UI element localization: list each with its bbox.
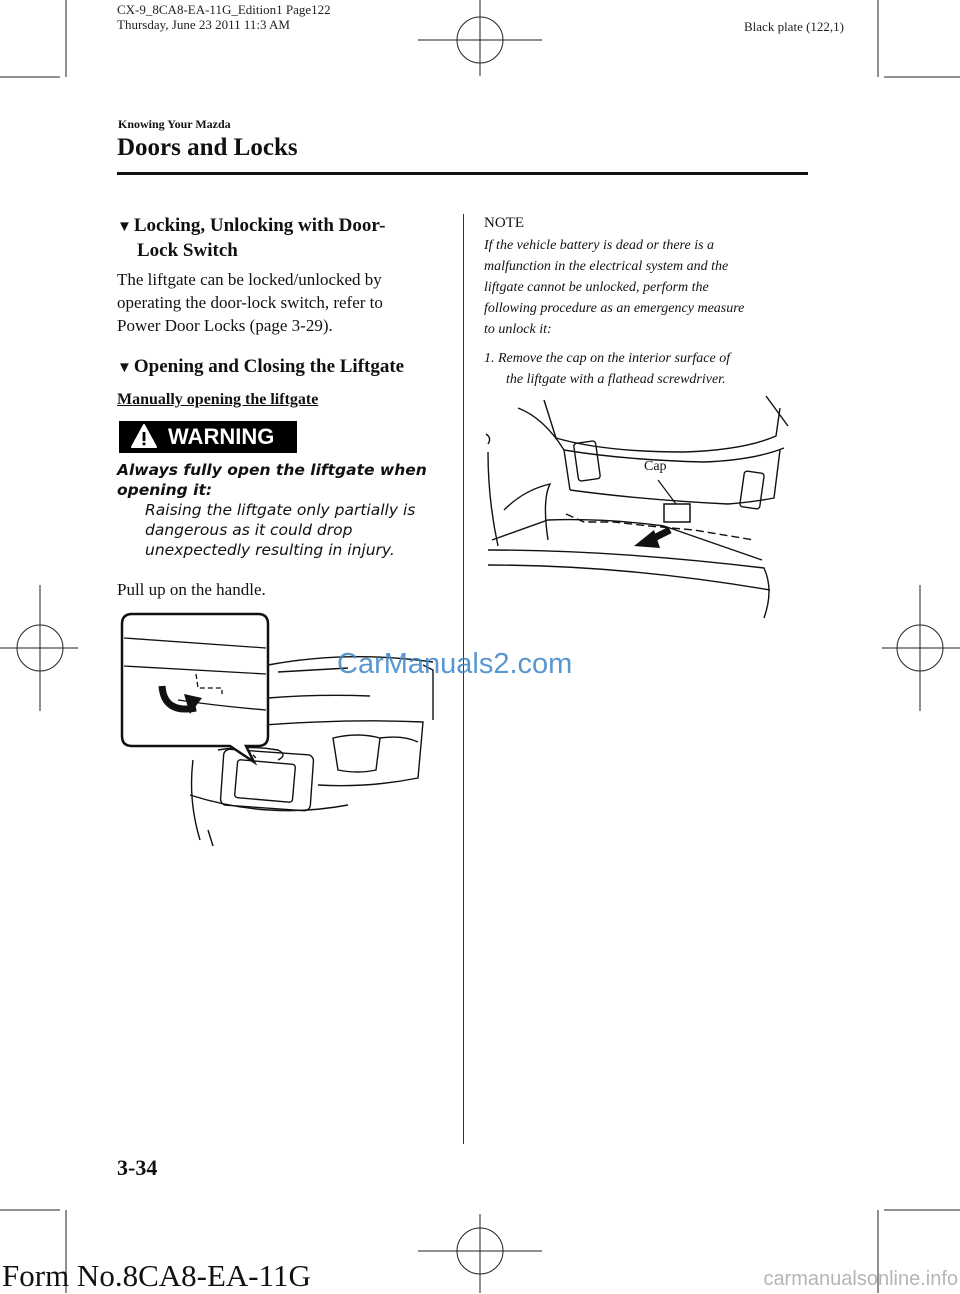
paragraph-lock-switch [117,268,383,337]
liftgate-handle-illustration [118,610,438,850]
watermark: CarManuals2.com [337,648,573,680]
note-line: following procedure as an emergency measure [484,301,745,316]
warning-detail-line: unexpectedly resulting in injury. [145,541,395,559]
source-footer: carmanualsonline.info [763,1268,958,1290]
warning-lead-line: Always fully open the liftgate when [117,461,427,479]
title-rule [117,172,808,175]
plate-info: Black plate (122,1) [744,19,844,34]
warning-detail-line: dangerous as it could drop [145,521,353,539]
triangle-bullet-icon: ▼ [117,360,132,376]
subheading-manual-open: Manually opening the liftgate [117,391,319,408]
note-body [484,235,744,340]
warning-badge [119,421,297,453]
section-label: Knowing Your Mazda [118,117,231,131]
liftgate-cap-illustration [484,390,804,650]
heading-line1: Locking, Unlocking with Door- [133,215,386,236]
cap-icon [664,504,690,522]
note-line: liftgate cannot be unlocked, perform the [484,280,709,295]
page-title: Doors and Locks [117,134,298,161]
triangle-bullet-icon: ▼ [117,219,132,235]
heading-door-lock-switch [117,214,385,262]
note-line: malfunction in the electrical system and the [484,259,729,274]
heading-text: Opening and Closing the Liftgate [133,356,405,377]
print-info-line2: Thursday, June 23 2011 11:3 AM [117,17,290,32]
warning-icon [130,423,158,451]
warning-label: WARNING [168,424,275,449]
heading-opening-closing [117,355,404,380]
direction-arrow-icon [634,530,660,548]
heading-line2: Lock Switch [137,240,238,261]
warning-detail [145,500,415,560]
print-info [117,2,331,32]
paragraph-line: The liftgate can be locked/unlocked by [117,270,382,289]
warning-detail-line: Raising the liftgate only partially is [145,501,416,519]
form-number: Form No.8CA8-EA-11G [2,1258,311,1293]
page-number: 3-34 [117,1155,158,1180]
step-line: the liftgate with a flathead screwdriver. [506,372,726,387]
note-line: If the vehicle battery is dead or there is a [484,238,715,253]
warning-lead-line: opening it: [117,481,213,499]
figure-label-cap: Cap [644,459,667,474]
note-title: NOTE [484,215,524,231]
warning-lead [117,460,427,500]
paragraph-line: Power Door Locks (page 3-29). [117,316,333,335]
step-line: 1. Remove the cap on the interior surface of [484,351,731,366]
instruction-pull-handle: Pull up on the handle. [117,580,266,599]
step-1 [484,348,730,390]
note-line: to unlock it: [484,322,552,337]
paragraph-line: operating the door-lock switch, refer to [117,293,383,312]
print-info-line1: CX-9_8CA8-EA-11G_Edition1 Page122 [117,2,331,17]
